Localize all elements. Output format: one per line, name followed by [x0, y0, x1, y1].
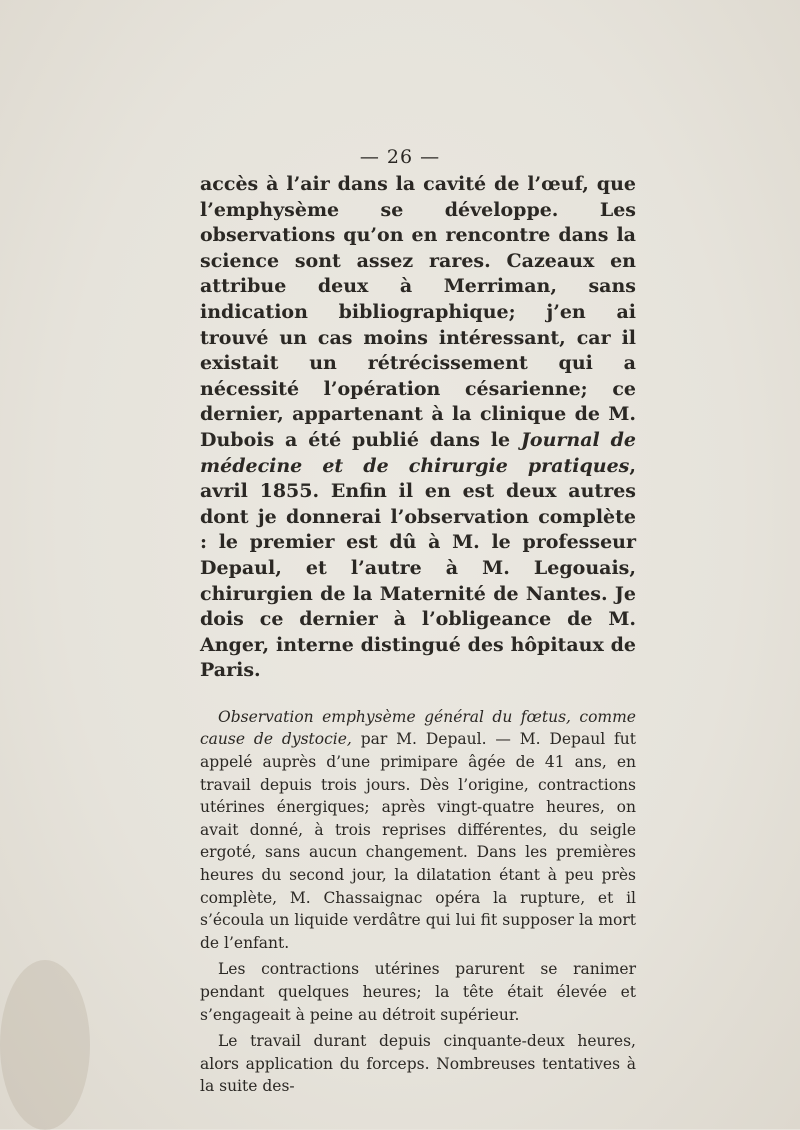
- main-paragraph: [200, 172, 636, 684]
- observation-paragraph-1: [200, 706, 636, 955]
- page-number: — 26 —: [359, 146, 441, 168]
- main-paragraph-after-journal: , avril 1855. Enfin il en est deux autres dont je donnerai l’observation complète : le premier est dû à M. le professeur Depaul, et l’autre à M. Legouais, chirurgien de la Maternité de Nantes. Je dois ce dernier à l’obligeance de M. Anger, interne distingué des hôpitaux de Paris.: [200, 454, 636, 682]
- main-paragraph-text: [200, 172, 636, 684]
- observation-title: Observation emphysème général du fœtus, comme cause de dystocie,: [200, 707, 636, 749]
- observation-paragraph-3: Le travail durant depuis cinquante-deux heures, alors application du forceps. Nombreuses tentatives à la suite des-: [200, 1032, 636, 1096]
- observation-paragraph-1-text: par M. Depaul. — M. Depaul fut appelé auprès d’une primipare âgée de 41 ans, en travail depuis trois jours. Dès l’origine, contractions utérines énergiques; après vingt-quatre heures, on avait donné, à trois reprises différentes, du seigle ergoté, sans aucun changement. Dans les premières heures du second jour, la dilatation étant à peu près complète, M. Chassaignac opéra la rupture, et il s’écoula un liquide verdâtre qui lui fit supposer la mort de l’enfant.: [200, 730, 636, 952]
- observation-paragraph-2: Les contractions utérines parurent se ranimer pendant quelques heures; la tête était élevée et s’engageait à peine au détroit supérieur.: [200, 960, 636, 1024]
- main-paragraph-before-journal: accès à l’air dans la cavité de l’œuf, que l’emphysème se développe. Les observations qu’on en rencontre dans la science sont assez rares. Cazeaux en attribue deux à Merriman, sans indication bibliographique; j’en ai trouvé un cas moins intéressant, car il existait un rétrécissement qui a nécessité l’opération césarienne; ce dernier, appartenant à la clinique de M. Dubois a été publié dans le: [200, 173, 636, 451]
- journal-title: Journal de médecine et de chirurgie pratiques: [200, 428, 637, 477]
- page-body: [200, 172, 636, 1098]
- observation-section: [200, 706, 636, 1098]
- paper-stain: [0, 960, 90, 1130]
